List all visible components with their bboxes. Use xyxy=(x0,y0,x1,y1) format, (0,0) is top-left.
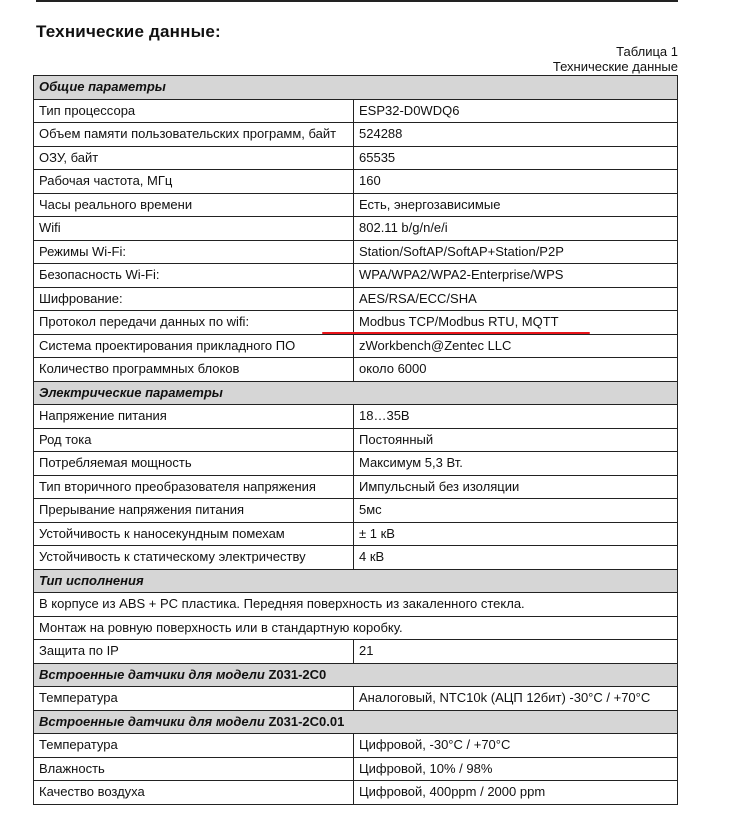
table-row xyxy=(34,687,678,711)
row-label: Протокол передачи данных по wifi: xyxy=(34,311,354,335)
row-label: Система проектирования прикладного ПО xyxy=(34,334,354,358)
table-row xyxy=(34,593,678,617)
row-value: WPA/WPA2/WPA2-Enterprise/WPS xyxy=(354,264,678,288)
highlight-underline xyxy=(322,332,590,334)
section-title: Тип исполнения xyxy=(34,569,678,593)
table-number: Таблица 1 xyxy=(616,44,678,59)
spec-table xyxy=(33,75,678,805)
row-label: Прерывание напряжения питания xyxy=(34,499,354,523)
row-value: 21 xyxy=(354,640,678,664)
table-row xyxy=(34,193,678,217)
row-value: 524288 xyxy=(354,123,678,147)
row-label: ОЗУ, байт xyxy=(34,146,354,170)
table-caption-title: Технические данные xyxy=(552,59,678,74)
table-row xyxy=(34,428,678,452)
row-value: Цифровой, 400ppm / 2000 ppm xyxy=(354,781,678,805)
section-title-model: Z031-2C0.01 xyxy=(268,713,345,729)
section-title-prefix: Встроенные датчики для модели xyxy=(39,666,269,682)
row-label: Wifi xyxy=(34,217,354,241)
row-value-highlighted: Modbus TCP/Modbus RTU, MQTT xyxy=(354,311,678,335)
row-value: 4 кВ xyxy=(354,546,678,570)
row-value: ESP32-D0WDQ6 xyxy=(354,99,678,123)
section-title: Общие параметры xyxy=(34,76,678,100)
section-title xyxy=(34,663,678,687)
table-row xyxy=(34,734,678,758)
table-row xyxy=(34,757,678,781)
section-header-design xyxy=(34,569,678,593)
row-value: Аналоговый, NTC10k (АЦП 12бит) -30°C / +70°C xyxy=(354,687,678,711)
table-row xyxy=(34,405,678,429)
row-value: 18…35В xyxy=(354,405,678,429)
section-header-general xyxy=(34,76,678,100)
table-row xyxy=(34,287,678,311)
row-value: Постоянный xyxy=(354,428,678,452)
row-label: Устойчивость к наносекундным помехам xyxy=(34,522,354,546)
table-row xyxy=(34,146,678,170)
row-value: ± 1 кВ xyxy=(354,522,678,546)
table-row xyxy=(34,640,678,664)
row-label: Качество воздуха xyxy=(34,781,354,805)
table-row xyxy=(34,522,678,546)
section-title: Электрические параметры xyxy=(34,381,678,405)
row-value: Цифровой, -30°C / +70°C xyxy=(354,734,678,758)
table-row xyxy=(34,546,678,570)
row-value: 65535 xyxy=(354,146,678,170)
page-title: Технические данные: xyxy=(36,22,221,41)
table-row xyxy=(34,170,678,194)
row-label: Часы реального времени xyxy=(34,193,354,217)
table-row xyxy=(34,499,678,523)
table-row xyxy=(34,452,678,476)
row-label: Объем памяти пользовательских программ, байт xyxy=(34,123,354,147)
table-row xyxy=(34,264,678,288)
row-label: Шифрование: xyxy=(34,287,354,311)
table-row xyxy=(34,616,678,640)
row-label: Температура xyxy=(34,687,354,711)
table-row xyxy=(34,358,678,382)
row-label: Безопасность Wi-Fi: xyxy=(34,264,354,288)
row-label: Защита по IP xyxy=(34,640,354,664)
section-header-sensors-2c0 xyxy=(34,663,678,687)
row-value: Импульсный без изоляции xyxy=(354,475,678,499)
row-label: Количество программных блоков xyxy=(34,358,354,382)
section-title xyxy=(34,710,678,734)
row-label: Потребляемая мощность xyxy=(34,452,354,476)
section-title-prefix: Встроенные датчики для модели xyxy=(39,713,269,729)
row-value: AES/RSA/ECC/SHA xyxy=(354,287,678,311)
table-caption xyxy=(553,44,678,74)
row-value: 160 xyxy=(354,170,678,194)
row-value: Station/SoftAP/SoftAP+Station/P2P xyxy=(354,240,678,264)
row-value: 802.11 b/g/n/e/i xyxy=(354,217,678,241)
row-label: Устойчивость к статическому электричеству xyxy=(34,546,354,570)
row-label: Тип процессора xyxy=(34,99,354,123)
row-value: Максимум 5,3 Вт. xyxy=(354,452,678,476)
section-header-sensors-2c001 xyxy=(34,710,678,734)
row-text: Монтаж на ровную поверхность или в стандартную коробку. xyxy=(34,616,678,640)
section-header-electrical xyxy=(34,381,678,405)
row-label: Режимы Wi-Fi: xyxy=(34,240,354,264)
table-row xyxy=(34,311,678,335)
top-rule xyxy=(36,0,678,2)
table-row xyxy=(34,781,678,805)
section-title-model: Z031-2C0 xyxy=(268,666,327,682)
table-row xyxy=(34,334,678,358)
row-value: Есть, энергозависимые xyxy=(354,193,678,217)
table-row xyxy=(34,240,678,264)
row-value: 5мс xyxy=(354,499,678,523)
table-row xyxy=(34,475,678,499)
row-label: Рабочая частота, МГц xyxy=(34,170,354,194)
row-text: В корпусе из ABS + PC пластика. Передняя поверхность из закаленного стекла. xyxy=(34,593,678,617)
table-row xyxy=(34,123,678,147)
table-row xyxy=(34,217,678,241)
row-label: Тип вторичного преобразователя напряжения xyxy=(34,475,354,499)
row-value: zWorkbench@Zentec LLC xyxy=(354,334,678,358)
row-value: Цифровой, 10% / 98% xyxy=(354,757,678,781)
row-label: Влажность xyxy=(34,757,354,781)
row-label: Температура xyxy=(34,734,354,758)
row-label: Напряжение питания xyxy=(34,405,354,429)
row-value: около 6000 xyxy=(354,358,678,382)
row-label: Род тока xyxy=(34,428,354,452)
table-row xyxy=(34,99,678,123)
